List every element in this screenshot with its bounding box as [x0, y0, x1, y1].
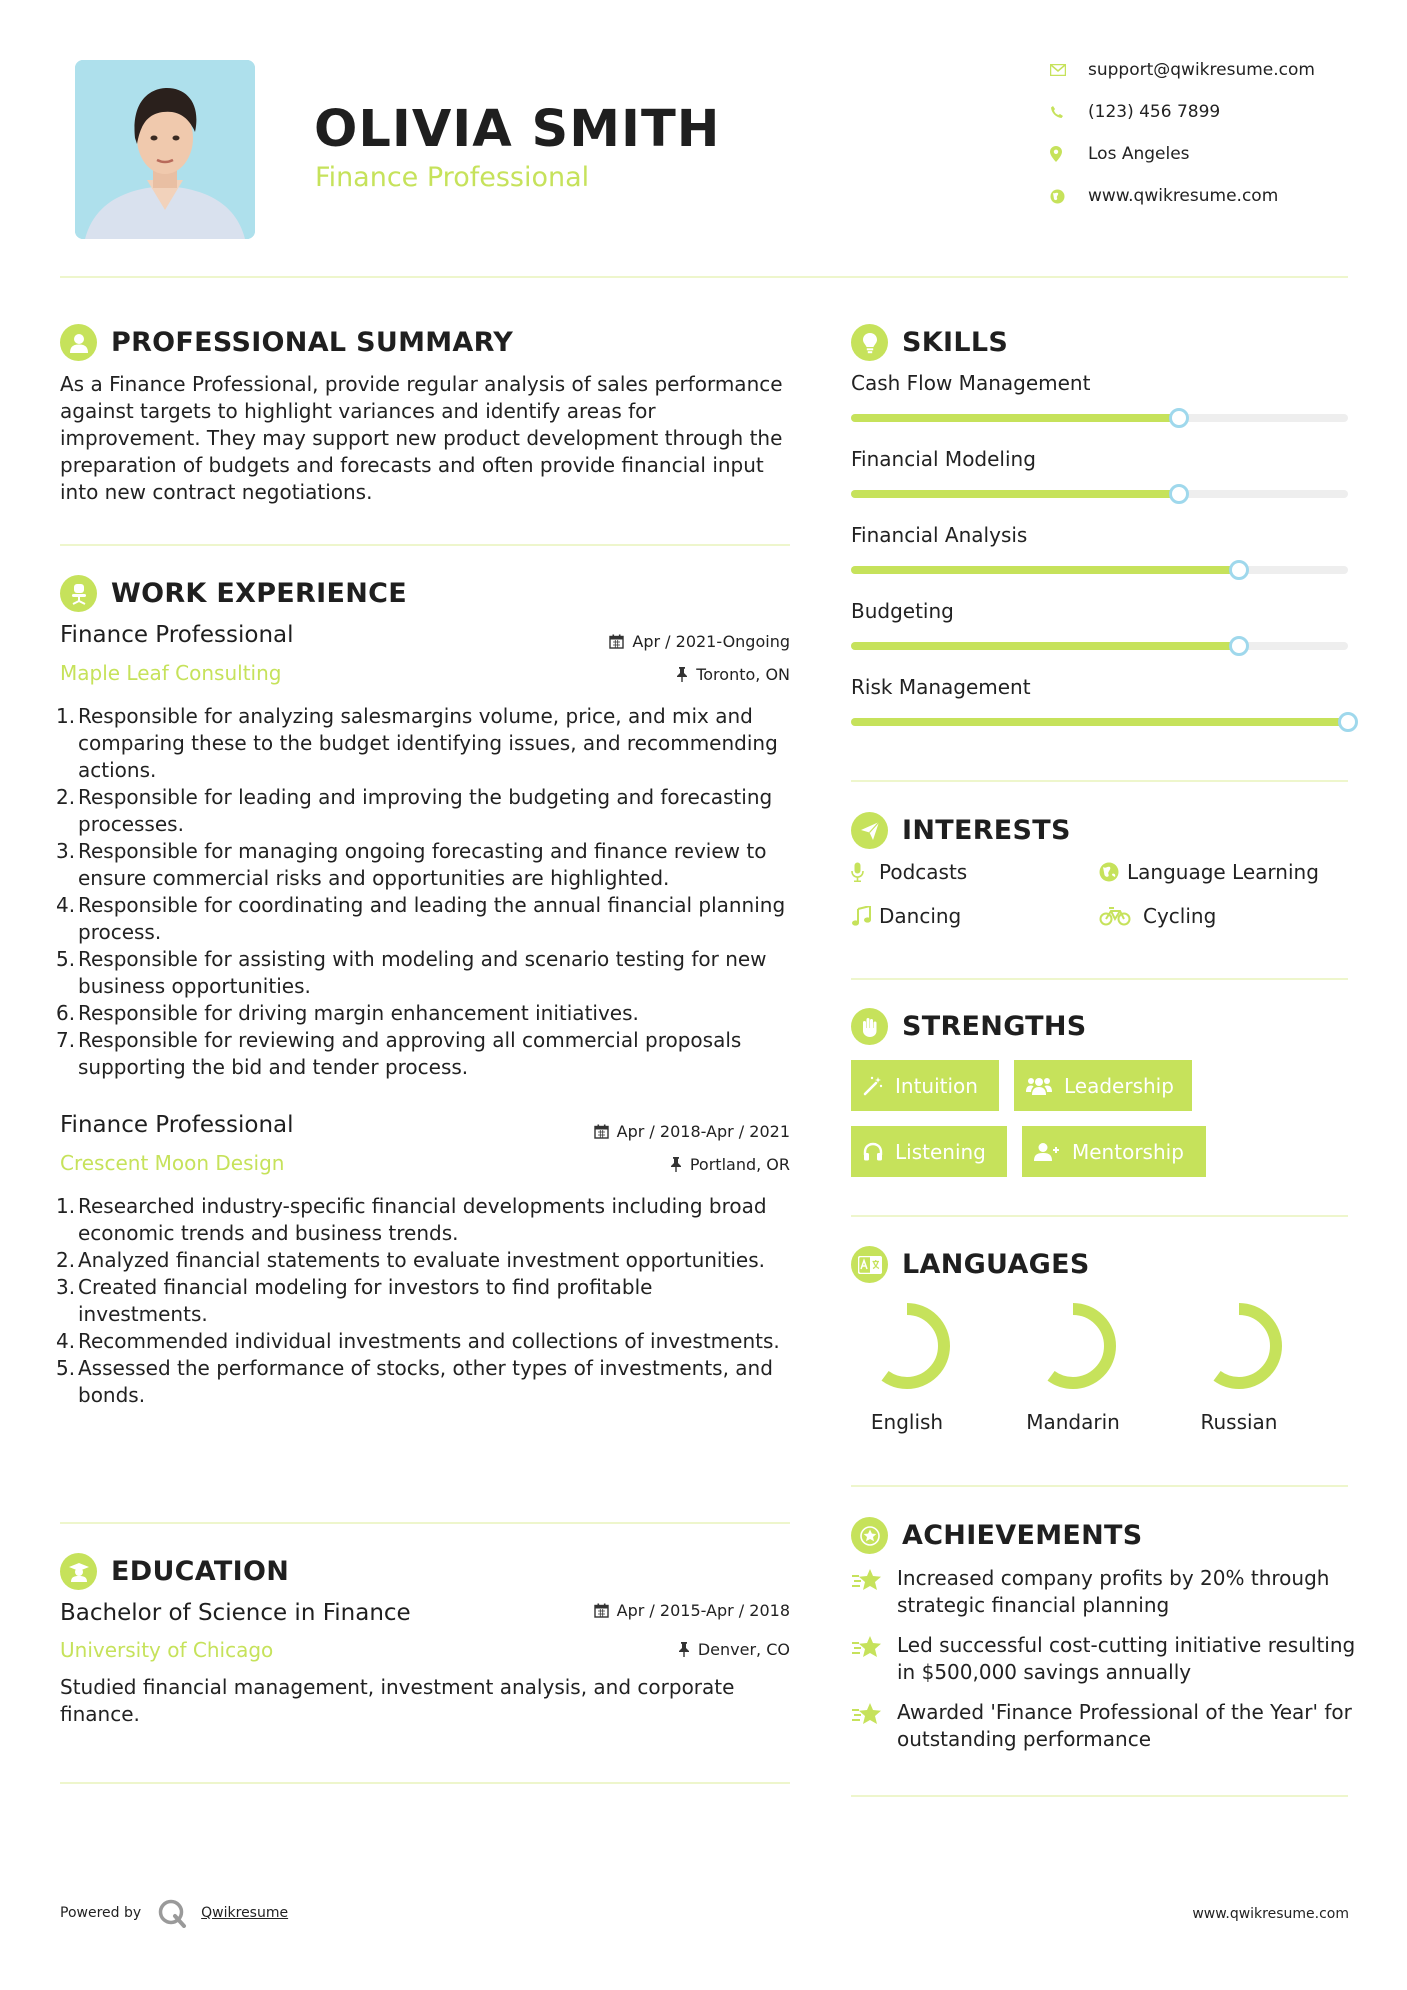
flying-star-icon: [851, 1632, 897, 1686]
education-location: Denver, CO: [678, 1640, 790, 1659]
achievements-divider: [851, 1795, 1348, 1797]
experience-divider: [60, 1522, 790, 1524]
skill-level-bar: [851, 566, 1348, 574]
flying-star-icon: [851, 1565, 897, 1619]
list-item: 1. Researched industry-specific financial developments including broad economic trends and business trends.: [56, 1194, 767, 1245]
skill-level-fill: [851, 414, 1179, 422]
list-item: 6. Responsible for driving margin enhancement initiatives.: [56, 1001, 639, 1025]
skill-level-knob: [1169, 484, 1189, 504]
language-name: Mandarin: [1026, 1410, 1120, 1434]
education-description: Studied financial management, investment analysis, and corporate finance.: [60, 1675, 735, 1726]
skill-level-knob: [1229, 636, 1249, 656]
skill-name: Budgeting: [851, 599, 954, 623]
interests-heading: [851, 812, 1071, 849]
experience-heading: [60, 575, 407, 612]
job-2-location: Portland, OR: [670, 1155, 790, 1174]
job-2-duties: [56, 1193, 780, 1409]
education-title: EDUCATION: [111, 1556, 290, 1587]
candidate-role: Finance Professional: [315, 162, 590, 193]
job-2-dates: Apr / 2018-Apr / 2021: [594, 1122, 790, 1141]
skill-name: Risk Management: [851, 675, 1031, 699]
job-1-dates: Apr / 2021-Ongoing: [609, 632, 790, 651]
calendar-icon: [594, 1603, 609, 1618]
office-chair-icon: [60, 575, 97, 612]
strength-chip-listening: Listening: [851, 1126, 1007, 1177]
contact-email[interactable]: [1050, 55, 1315, 85]
envelope-icon: [1050, 64, 1088, 76]
list-item: 7. Responsible for reviewing and approving all commercial proposals supporting the bid and tender process.: [56, 1028, 742, 1079]
interest-language-learning: Language Learning: [1099, 860, 1319, 884]
skill-level-fill: [851, 490, 1179, 498]
job-1-duties: [56, 703, 800, 1081]
languages-list: [851, 1298, 1348, 1448]
language-level-arc: [870, 1309, 944, 1383]
skill-row: [851, 371, 1348, 395]
summary-text: As a Finance Professional, provide regular analysis of sales performance against targets to highlight variances and identify areas for improvement. They may support new product development through the preparation of budgets and forecasts and often provide financial input into new contract negotiations.: [60, 372, 783, 504]
list-item: 2. Responsible for leading and improving the budgeting and forecasting processes.: [56, 785, 773, 836]
skills-divider: [851, 780, 1348, 782]
contact-location: [1050, 139, 1190, 169]
job-1-location: Toronto, ON: [676, 665, 790, 684]
bicycle-icon: [1099, 906, 1143, 926]
skill-name: Cash Flow Management: [851, 371, 1091, 395]
calendar-icon: [609, 634, 624, 649]
list-item: 5. Assessed the performance of stocks, other types of investments, and bonds.: [56, 1356, 773, 1407]
header-divider: [60, 276, 1348, 278]
skill-level-bar: [851, 490, 1348, 498]
skill-row: [851, 675, 1348, 699]
globe-icon: [1050, 189, 1088, 204]
education-divider: [60, 1782, 790, 1784]
list-item: 4. Responsible for coordinating and leading the annual financial planning process.: [56, 893, 786, 944]
strength-chip-intuition: Intuition: [851, 1060, 999, 1111]
strength-chip-leadership: Leadership: [1014, 1060, 1192, 1111]
music-note-icon: [851, 906, 879, 926]
summary-heading: [60, 324, 513, 361]
skill-level-knob: [1169, 408, 1189, 428]
qwikresume-logo-icon: [157, 1898, 187, 1928]
summary-divider: [60, 544, 790, 546]
list-item: 2. Analyzed financial statements to evaluate investment opportunities.: [56, 1248, 765, 1272]
contact-phone: [1050, 97, 1220, 127]
skill-name: Financial Modeling: [851, 447, 1036, 471]
skill-level-bar: [851, 642, 1348, 650]
profile-photo: [75, 60, 255, 239]
school-name: University of Chicago: [60, 1638, 274, 1662]
language-icon: [851, 1246, 888, 1283]
list-item: 3. Created financial modeling for investors to find profitable investments.: [56, 1275, 653, 1326]
pushpin-icon: [678, 1642, 690, 1657]
user-icon: [60, 324, 97, 361]
interest-cycling: Cycling: [1099, 904, 1216, 928]
location-text: Los Angeles: [1088, 144, 1190, 164]
graduate-icon: [60, 1553, 97, 1590]
calendar-icon: [594, 1124, 609, 1139]
interests-divider: [851, 978, 1348, 980]
map-pin-icon: [1050, 146, 1088, 162]
skill-level-bar: [851, 414, 1348, 422]
languages-heading: [851, 1246, 1090, 1283]
footer-website-link[interactable]: www.qwikresume.com: [1192, 1906, 1349, 1922]
user-plus-icon: [1034, 1142, 1060, 1162]
skill-row: [851, 599, 1348, 623]
skill-name: Financial Analysis: [851, 523, 1028, 547]
languages-title: LANGUAGES: [902, 1249, 1090, 1280]
award-star-icon: [851, 1517, 888, 1554]
microphone-icon: [851, 862, 879, 882]
strength-chip-mentorship: Mentorship: [1022, 1126, 1206, 1177]
language-ring: [1025, 1298, 1121, 1394]
email-text: support@qwikresume.com: [1088, 60, 1315, 80]
qwikresume-link[interactable]: Qwikresume: [201, 1905, 289, 1921]
language-level-arc: [1202, 1309, 1276, 1383]
education-dates: Apr / 2015-Apr / 2018: [594, 1601, 790, 1620]
skill-level-fill: [851, 718, 1348, 726]
achievements-heading: [851, 1517, 1143, 1554]
lightbulb-icon: [851, 324, 888, 361]
achievement-item: Awarded 'Finance Professional of the Year' for outstanding performance: [851, 1699, 1361, 1753]
strengths-title: STRENGTHS: [902, 1011, 1087, 1042]
phone-icon: [1050, 105, 1088, 119]
strengths-divider: [851, 1215, 1348, 1217]
website-text: www.qwikresume.com: [1088, 186, 1279, 206]
skill-level-knob: [1229, 560, 1249, 580]
list-item: 4. Recommended individual investments and collections of investments.: [56, 1329, 780, 1353]
skill-level-bar: [851, 718, 1348, 726]
globe-icon: [1099, 862, 1127, 882]
group-icon: [1026, 1076, 1052, 1096]
list-item: 1. Responsible for analyzing salesmargins volume, price, and mix and comparing these to the budget identifying issues, and recommending actions.: [56, 704, 778, 782]
degree-title: Bachelor of Science in Finance: [60, 1600, 411, 1626]
footer-powered-by: [60, 1898, 288, 1928]
list-item: 5. Responsible for assisting with modeling and scenario testing for new business opportunities.: [56, 947, 767, 998]
job-1-company: Maple Leaf Consulting: [60, 661, 282, 685]
candidate-name: OLIVIA SMITH: [314, 100, 721, 159]
pushpin-icon: [670, 1157, 682, 1172]
contact-website[interactable]: [1050, 181, 1278, 211]
experience-title: WORK EXPERIENCE: [111, 578, 407, 609]
phone-text: (123) 456 7899: [1088, 102, 1221, 122]
flying-star-icon: [851, 1699, 897, 1753]
education-heading: [60, 1553, 289, 1590]
language-level-arc: [1036, 1309, 1110, 1383]
strengths-heading: [851, 1008, 1087, 1045]
languages-divider: [851, 1485, 1348, 1487]
language-ring: [859, 1298, 955, 1394]
skills-heading: [851, 324, 1008, 361]
job-2-company: Crescent Moon Design: [60, 1151, 285, 1175]
achievement-item: Increased company profits by 20% through strategic financial planning: [851, 1565, 1361, 1619]
language-name: Russian: [1200, 1410, 1278, 1434]
summary-title: PROFESSIONAL SUMMARY: [111, 327, 514, 358]
skill-row: [851, 447, 1348, 471]
pushpin-icon: [676, 667, 688, 682]
achievement-item: Led successful cost-cutting initiative resulting in $500,000 savings annually: [851, 1632, 1361, 1686]
headphones-icon: [863, 1142, 883, 1162]
job-2-title: Finance Professional: [60, 1112, 294, 1138]
skill-level-fill: [851, 566, 1239, 574]
interests-title: INTERESTS: [902, 815, 1071, 846]
job-1-title: Finance Professional: [60, 622, 294, 648]
language-name: English: [870, 1410, 944, 1434]
interest-dancing: Dancing: [851, 904, 961, 928]
skill-row: [851, 523, 1348, 547]
magic-wand-icon: [863, 1076, 883, 1096]
interest-podcasts: Podcasts: [851, 860, 967, 884]
powered-by-label: Powered by: [60, 1905, 142, 1921]
hand-icon: [851, 1008, 888, 1045]
skills-title: SKILLS: [902, 327, 1009, 358]
skill-level-knob: [1338, 712, 1358, 732]
achievements-title: ACHIEVEMENTS: [902, 1520, 1143, 1551]
list-item: 3. Responsible for managing ongoing forecasting and finance review to ensure commercial risks and opportunities are highlighted.: [56, 839, 767, 890]
skill-level-fill: [851, 642, 1239, 650]
language-ring: [1191, 1298, 1287, 1394]
paper-plane-icon: [851, 812, 888, 849]
